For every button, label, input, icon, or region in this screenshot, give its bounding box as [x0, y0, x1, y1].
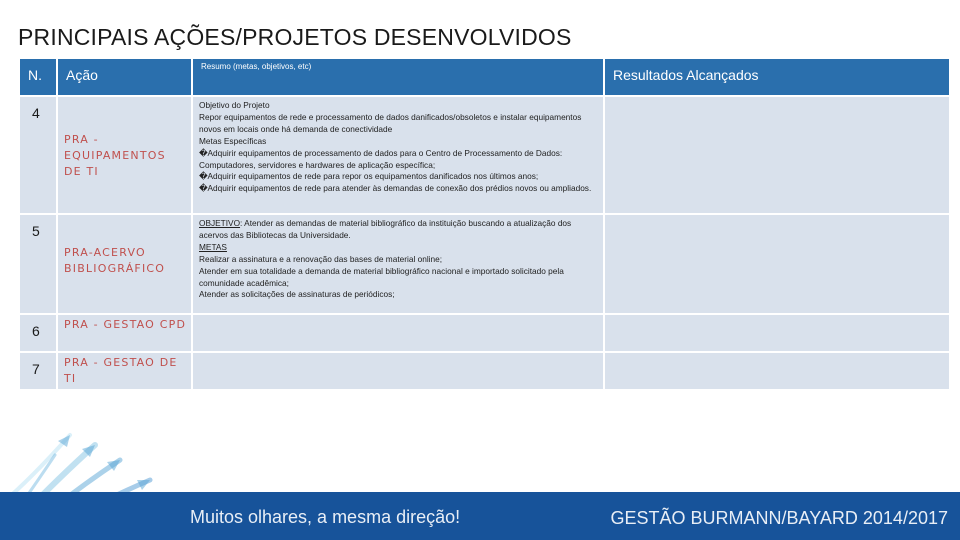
resumo-line: Atender em sua totalidade a demanda de material bibliográfico nacional e importado solicitado pela comunidade acadêmica; [199, 265, 564, 288]
resumo-line: Realizar a assinatura e a renovação das bases de material online; [199, 253, 443, 264]
table-row [19, 96, 950, 214]
resumo-line: Metas Específicas [199, 135, 267, 146]
row-resumo [192, 96, 604, 214]
acao-label: PRA - GESTAO DE TI [64, 356, 178, 385]
actions-table [18, 57, 951, 391]
row-number: 4 [19, 96, 57, 214]
resumo-line: Objetivo do Projeto [199, 100, 270, 110]
table-row [19, 352, 950, 390]
row-resumo [192, 352, 604, 390]
row-acao [57, 314, 192, 352]
metas-label: METAS [199, 241, 227, 252]
header-number: N. [19, 58, 57, 96]
footer-gestao: GESTÃO BURMANN/BAYARD 2014/2017 [610, 508, 948, 528]
footer-bar [0, 492, 960, 540]
row-acao [57, 352, 192, 390]
acao-label: PRA-ACERVO BIBLIOGRÁFICO [64, 246, 166, 275]
objetivo-label: OBJETIVO [199, 218, 241, 228]
acao-label: PRA - GESTAO CPD [64, 318, 187, 331]
table-row [19, 314, 950, 352]
footer-slogan: Muitos olhares, a mesma direção! [190, 507, 461, 527]
row-resultados [604, 314, 950, 352]
row-acao [57, 96, 192, 214]
resumo-line: Repor equipamentos de rede e processamento de dados danificados/obsoletos e instalar equipamentos novos em locais onde há demanda de conectividade [199, 111, 582, 134]
header-resultados: Resultados Alcançados [604, 58, 950, 96]
resumo-line: �Adquirir equipamentos de rede para atender às demandas de conexão dos prédios novos ou ampliados. [199, 183, 592, 194]
table-row [19, 214, 950, 314]
row-resultados [604, 214, 950, 314]
resumo-objetivo [199, 218, 599, 242]
acao-label: PRA - EQUIPAMENTOS DE TI [64, 133, 166, 178]
row-number: 6 [19, 314, 57, 352]
row-resumo [192, 314, 604, 352]
row-resumo [192, 214, 604, 314]
table-header-row [19, 58, 950, 96]
resumo-line: �Adquirir equipamentos de rede para repor os equipamentos danificados nos últimos anos; [199, 171, 539, 182]
objetivo-text: : Atender as demandas de material bibliográfico da instituição buscando a atualização dos acervos das Bibliotecas da Universidade. [199, 218, 572, 240]
row-acao [57, 214, 192, 314]
resumo-line: Atender as solicitações de assinaturas de periódicos; [199, 289, 395, 300]
header-acao: Ação [57, 58, 192, 96]
row-resultados [604, 352, 950, 390]
row-resultados [604, 96, 950, 214]
slide-title: PRINCIPAIS AÇÕES/PROJETOS DESENVOLVIDOS [18, 24, 572, 50]
row-number: 5 [19, 214, 57, 314]
header-resumo: Resumo (metas, objetivos, etc) [192, 58, 604, 96]
row-number: 7 [19, 352, 57, 390]
resumo-line: �Adquirir equipamentos de processamento de dados para o Centro de Processamento de Dados: Computadores, servidores e hardwares de aplicação específica; [199, 147, 563, 170]
